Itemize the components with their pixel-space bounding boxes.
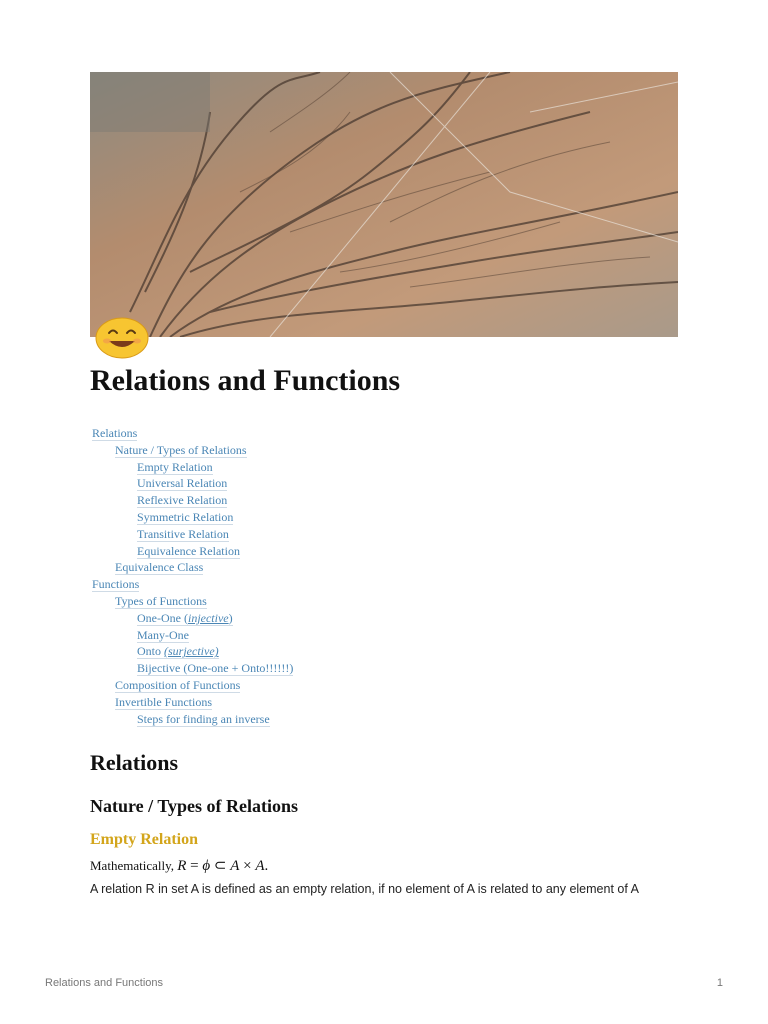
- toc-item-relations[interactable]: [92, 425, 293, 442]
- toc-item-functions[interactable]: [92, 576, 293, 593]
- math-symbol: =: [186, 858, 203, 874]
- toc-link[interactable]: [137, 611, 233, 626]
- page-number: 1: [716, 977, 723, 989]
- math-symbol: ⊂: [210, 858, 231, 874]
- toc-link[interactable]: Composition of Functions: [115, 677, 241, 692]
- toc-link-suffix: ): [228, 610, 233, 625]
- math-symbol: A: [255, 858, 265, 874]
- toc-link[interactable]: Reflexive Relation: [137, 493, 228, 508]
- smiling-face-emoji: [94, 316, 150, 360]
- toc-link[interactable]: Invertible Functions: [115, 694, 212, 709]
- math-prefix: Mathematically,: [90, 858, 178, 873]
- toc-item-steps-inverse[interactable]: [92, 711, 293, 728]
- table-of-contents: [92, 425, 293, 727]
- body-paragraph: A relation R in set A is defined as an empty relation, if no element of A is related to any element of A: [90, 882, 639, 896]
- toc-link[interactable]: Steps for finding an inverse: [137, 711, 270, 726]
- toc-item-types-of-functions[interactable]: [92, 593, 293, 610]
- toc-link[interactable]: Universal Relation: [137, 476, 228, 491]
- toc-link[interactable]: Transitive Relation: [137, 526, 229, 541]
- toc-link[interactable]: Equivalence Relation: [137, 543, 240, 558]
- toc-item-onto[interactable]: [92, 643, 293, 660]
- toc-link[interactable]: Functions: [92, 577, 140, 592]
- toc-item-many-one[interactable]: [92, 627, 293, 644]
- section-heading: Relations: [90, 750, 178, 775]
- toc-link[interactable]: Empty Relation: [137, 459, 213, 474]
- math-symbol: ×: [239, 858, 256, 874]
- toc-item-reflexive-relation[interactable]: [92, 492, 293, 509]
- toc-link[interactable]: Equivalence Class: [115, 560, 204, 575]
- toc-link-text: One-One (: [137, 610, 188, 625]
- math-definition: [90, 856, 268, 875]
- toc-item-empty-relation[interactable]: [92, 459, 293, 476]
- toc-item-transitive-relation[interactable]: [92, 526, 293, 543]
- toc-item-composition[interactable]: [92, 677, 293, 694]
- toc-item-universal-relation[interactable]: [92, 475, 293, 492]
- toc-item-equivalence-class[interactable]: [92, 559, 293, 576]
- toc-item-nature-types[interactable]: [92, 442, 293, 459]
- math-symbol: R: [177, 858, 187, 874]
- subsection-heading: Nature / Types of Relations: [90, 796, 299, 816]
- toc-item-symmetric-relation[interactable]: [92, 509, 293, 526]
- toc-link[interactable]: Bijective (One-one + Onto!!!!!!): [137, 661, 294, 676]
- toc-item-bijective[interactable]: [92, 660, 293, 677]
- aerial-landscape-image: [90, 72, 678, 337]
- toc-link-italic: (surjective): [164, 644, 219, 659]
- toc-link-italic: injective: [187, 610, 229, 625]
- toc-link[interactable]: Types of Functions: [115, 593, 207, 608]
- math-symbol: A: [230, 858, 240, 874]
- subsubsection-heading: Empty Relation: [90, 831, 198, 848]
- cover-image: [90, 72, 678, 337]
- toc-link[interactable]: [137, 644, 219, 659]
- math-symbol: .: [264, 858, 269, 874]
- toc-link[interactable]: Relations: [92, 426, 138, 440]
- page-title: Relations and Functions: [90, 364, 401, 397]
- toc-item-equivalence-relation[interactable]: [92, 543, 293, 560]
- math-symbol: ϕ: [202, 858, 211, 874]
- toc-link[interactable]: Nature / Types of Relations: [115, 442, 247, 457]
- toc-link[interactable]: Symmetric Relation: [137, 509, 234, 524]
- toc-link-text: Onto: [137, 644, 164, 659]
- toc-item-invertible-functions[interactable]: [92, 694, 293, 711]
- toc-item-one-one[interactable]: [92, 610, 293, 627]
- toc-link[interactable]: Many-One: [137, 627, 189, 642]
- footer-title: Relations and Functions: [45, 977, 164, 989]
